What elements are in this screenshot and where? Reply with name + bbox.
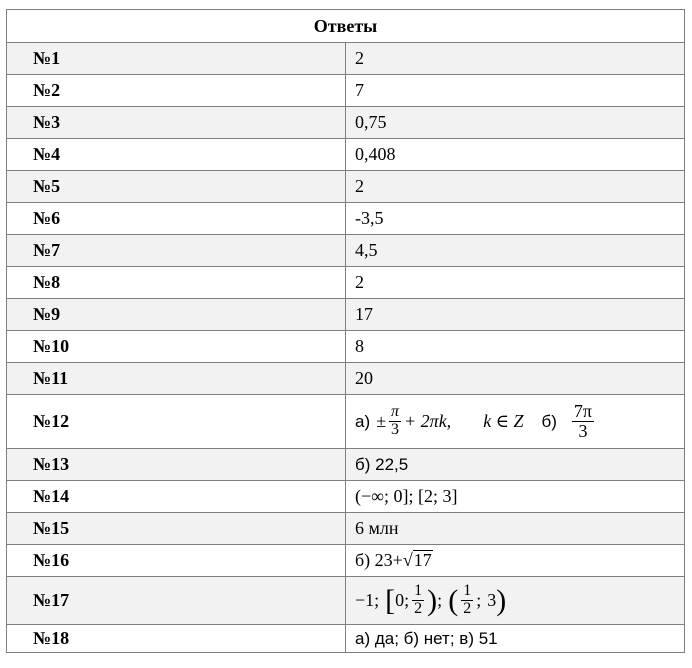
row-number: №17 bbox=[7, 577, 346, 625]
table-row bbox=[7, 267, 685, 299]
close-paren: ) bbox=[496, 583, 507, 617]
table-row bbox=[7, 107, 685, 139]
table-row bbox=[7, 235, 685, 267]
row-answer: 8 bbox=[346, 331, 685, 363]
interval-start: 0; bbox=[395, 590, 410, 610]
row-number: №5 bbox=[7, 171, 346, 203]
row-number: №6 bbox=[7, 203, 346, 235]
row-answer: 20 bbox=[346, 363, 685, 395]
row-answer: -3,5 bbox=[346, 203, 685, 235]
table-row bbox=[7, 299, 685, 331]
table-row bbox=[7, 481, 685, 513]
one-half-fraction: $\frac{1}{2}$ bbox=[463, 582, 472, 617]
table-row bbox=[7, 75, 685, 107]
part-b-label: б) bbox=[541, 411, 557, 431]
condition: k ∈ Z bbox=[483, 411, 524, 431]
table-row bbox=[7, 171, 685, 203]
row-number: №16 bbox=[7, 545, 346, 577]
row-answer-formula bbox=[346, 395, 685, 449]
row-answer: 0,75 bbox=[346, 107, 685, 139]
table-row bbox=[7, 395, 685, 449]
row-number: №10 bbox=[7, 331, 346, 363]
row-answer-formula bbox=[346, 577, 685, 625]
row-number: №18 bbox=[7, 625, 346, 653]
row-number: №13 bbox=[7, 449, 346, 481]
answer-prefix: б) 23+ bbox=[355, 550, 403, 570]
row-answer: 7 bbox=[346, 75, 685, 107]
close-paren: ) bbox=[427, 583, 438, 617]
answers-table bbox=[6, 9, 685, 653]
row-answer: а) да; б) нет; в) 51 bbox=[346, 625, 685, 653]
table-row bbox=[7, 449, 685, 481]
separator: ; bbox=[476, 590, 482, 610]
plus-term: + 2πk, bbox=[404, 411, 452, 431]
row-number: №7 bbox=[7, 235, 346, 267]
row-number: №3 bbox=[7, 107, 346, 139]
table-row bbox=[7, 363, 685, 395]
row-number: №1 bbox=[7, 43, 346, 75]
row-answer: (−∞; 0]; [2; 3] bbox=[346, 481, 685, 513]
row-number: №12 bbox=[7, 395, 346, 449]
row-number: №2 bbox=[7, 75, 346, 107]
interval-end: 3 bbox=[487, 590, 497, 610]
row-number: №11 bbox=[7, 363, 346, 395]
row-answer-formula bbox=[346, 545, 685, 577]
minus-one: −1; bbox=[355, 590, 380, 610]
open-paren: ( bbox=[448, 583, 459, 617]
table-row bbox=[7, 577, 685, 625]
separator: ; bbox=[437, 590, 443, 610]
row-answer: 2 bbox=[346, 43, 685, 75]
one-half-fraction: $\frac{1}{2}$ bbox=[414, 582, 423, 617]
plus-minus-sign: ± bbox=[376, 411, 387, 431]
table-header: Ответы bbox=[7, 10, 685, 43]
row-number: №15 bbox=[7, 513, 346, 545]
row-number: №14 bbox=[7, 481, 346, 513]
radical-sign: √ bbox=[402, 550, 413, 570]
square-root bbox=[403, 550, 433, 571]
row-answer: 6 млн bbox=[346, 513, 685, 545]
open-bracket: [ bbox=[385, 583, 396, 617]
table-row bbox=[7, 203, 685, 235]
row-answer: 2 bbox=[346, 267, 685, 299]
table-row bbox=[7, 545, 685, 577]
part-a-label: а) bbox=[355, 411, 371, 431]
table-row bbox=[7, 43, 685, 75]
row-answer: б) 22,5 bbox=[346, 449, 685, 481]
row-answer: 2 bbox=[346, 171, 685, 203]
table-header-row bbox=[7, 10, 685, 43]
table-row bbox=[7, 513, 685, 545]
table-row bbox=[7, 625, 685, 653]
row-answer: 17 bbox=[346, 299, 685, 331]
radicand: 17 bbox=[413, 550, 432, 571]
table-row bbox=[7, 331, 685, 363]
pi-over-three-fraction: $\frac{\pi}{3}$ bbox=[391, 403, 400, 438]
row-answer: 0,408 bbox=[346, 139, 685, 171]
row-number: №8 bbox=[7, 267, 346, 299]
row-number: №4 bbox=[7, 139, 346, 171]
row-answer: 4,5 bbox=[346, 235, 685, 267]
seven-pi-over-three-fraction: $\frac{7\pi}{3}$ bbox=[573, 401, 593, 441]
row-number: №9 bbox=[7, 299, 346, 331]
table-row bbox=[7, 139, 685, 171]
